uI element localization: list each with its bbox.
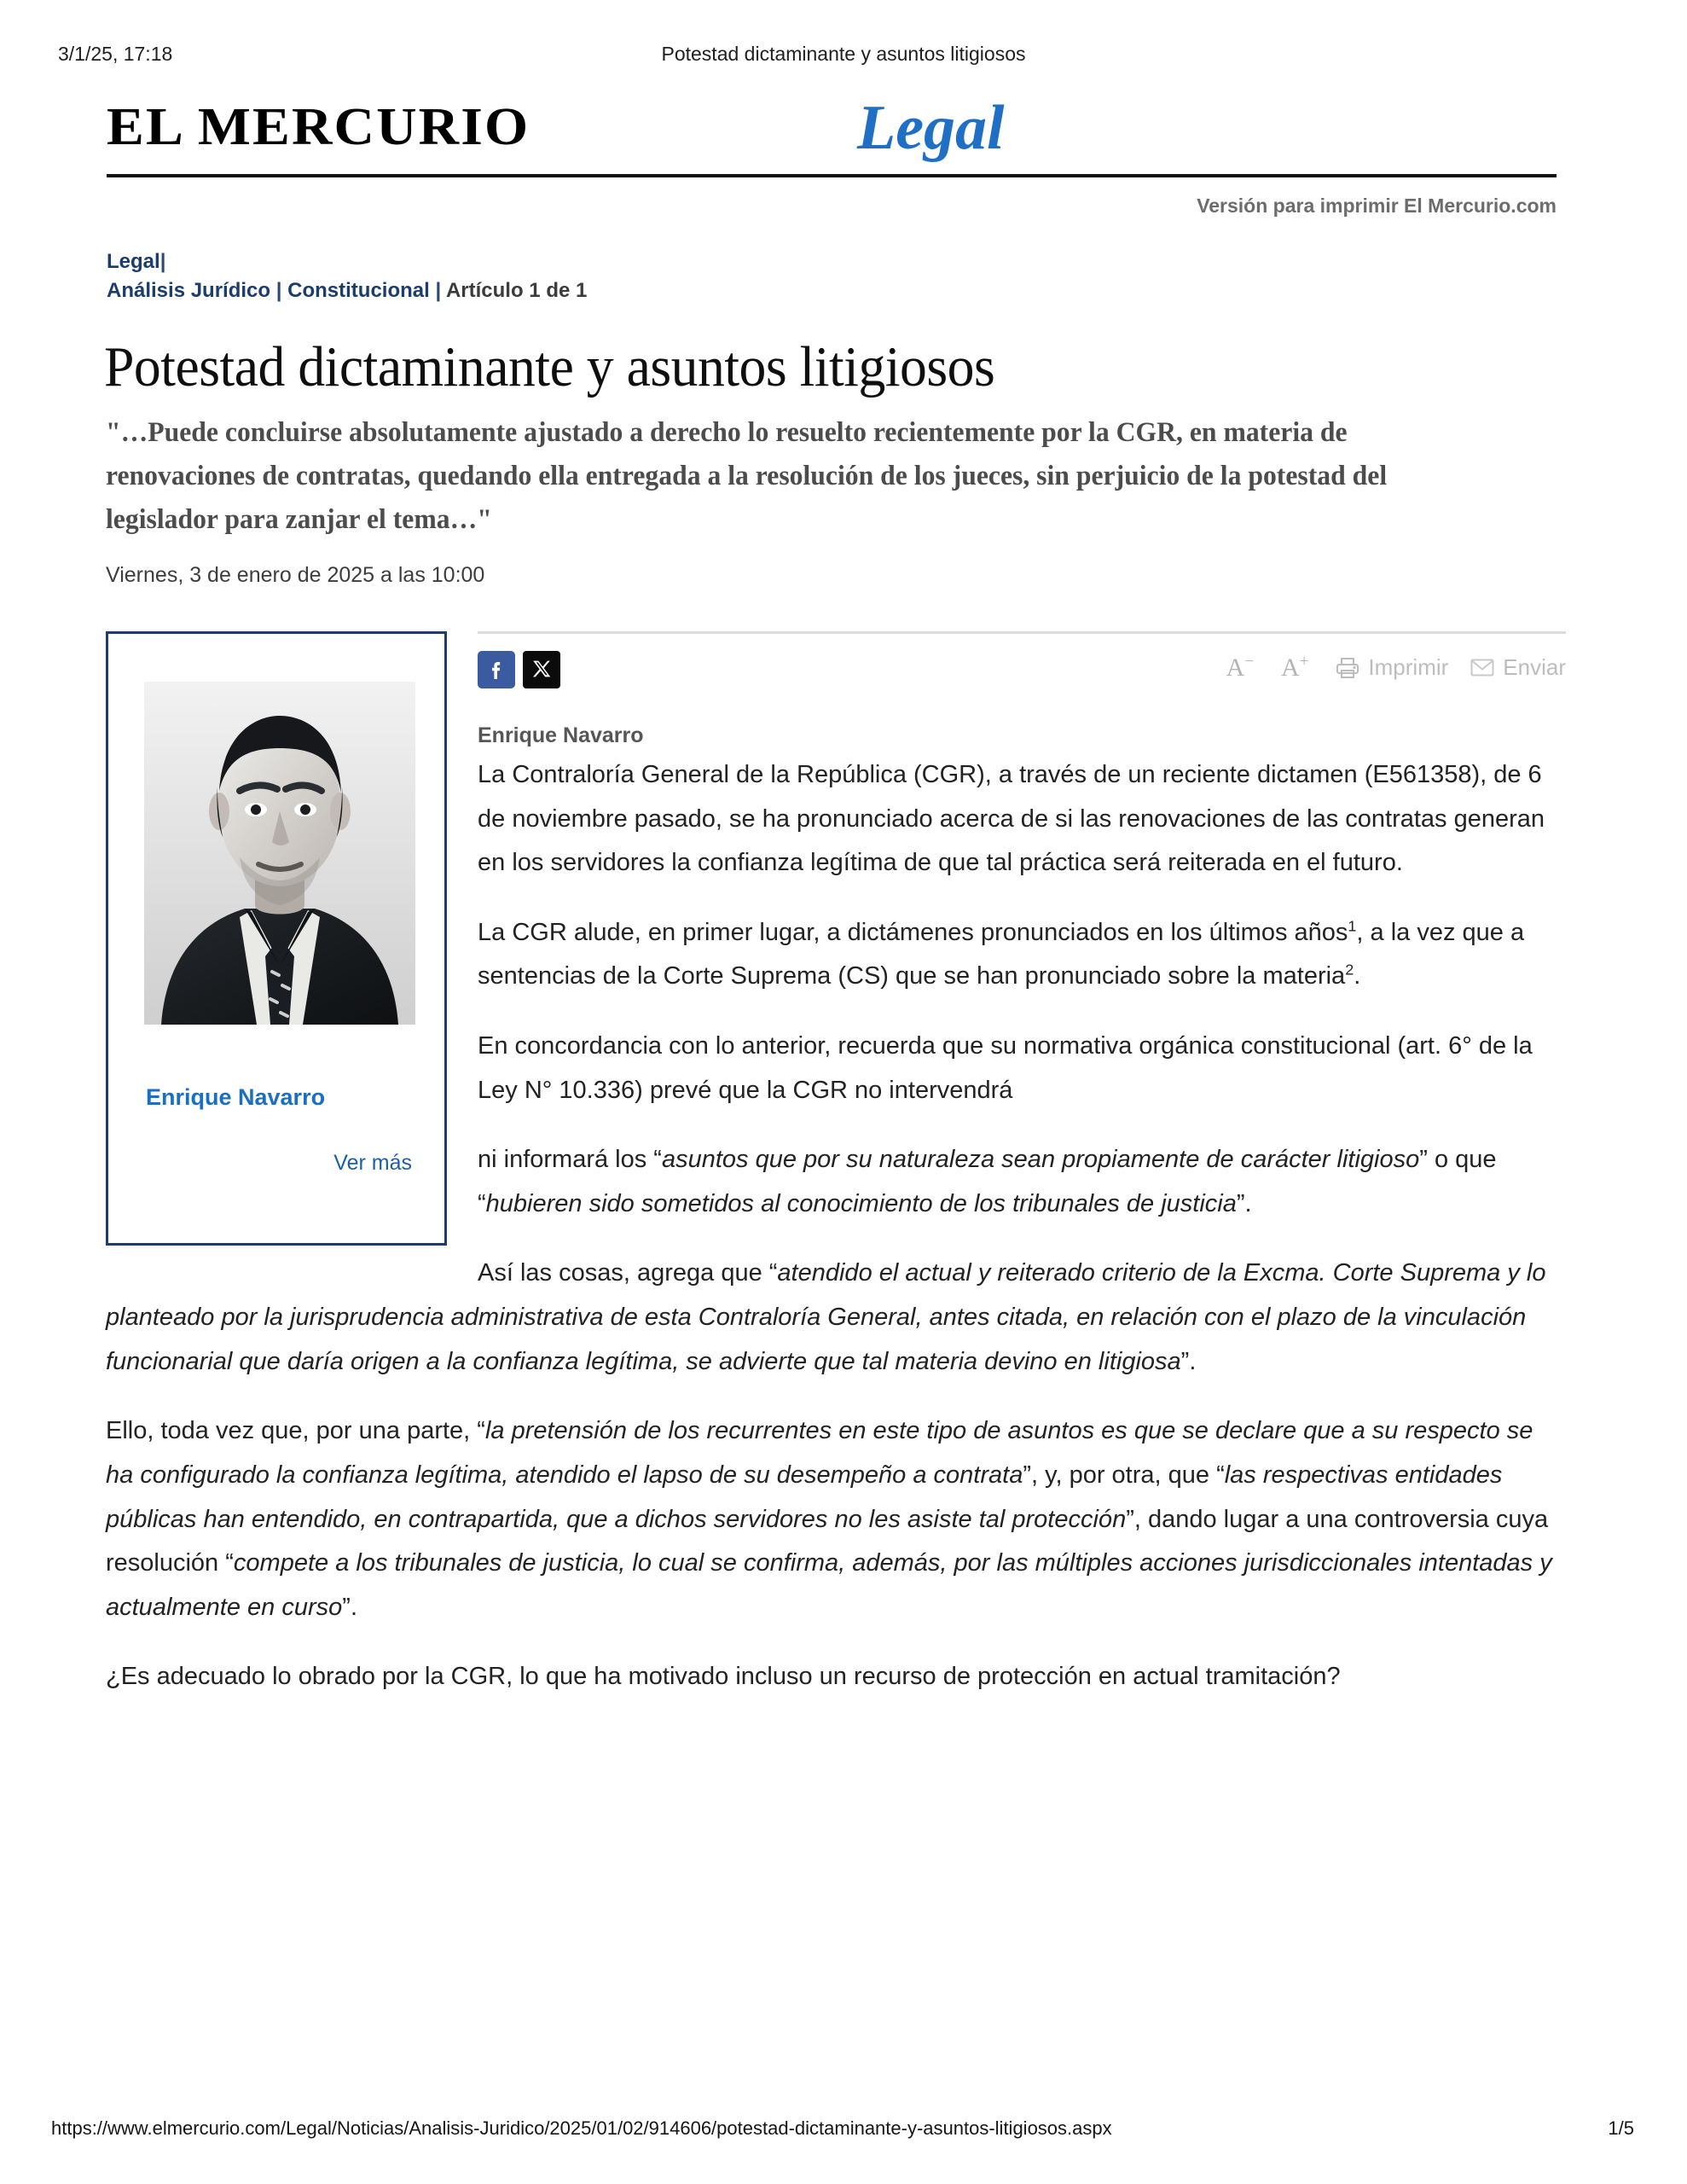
- brand-logo-legal: Legal: [857, 93, 1005, 163]
- article-lead: "…Puede concluirse absolutamente ajustado a derecho lo resuelto recientemente por la CGR, en materia de renovaciones de contratas, quedando ella entregada a la resolución de los jueces, sin perjuicio de la potestad del legislador para zanjar el tema…": [106, 417, 1388, 536]
- article-body: [106, 631, 1566, 1725]
- print-label: Imprimir: [1368, 654, 1449, 680]
- increase-font-size-button[interactable]: A+: [1281, 653, 1309, 682]
- breadcrumb-line-1: [107, 247, 587, 276]
- publish-date: Viernes, 3 de enero de 2025 a las 10:00: [106, 563, 485, 587]
- breadcrumb-line-2: [107, 276, 587, 305]
- print-timestamp: 3/1/25, 17:18: [58, 43, 173, 65]
- print-document-title: Potestad dictaminante y asuntos litigiosos: [661, 43, 1026, 65]
- author-name: Enrique Navarro: [146, 1084, 326, 1110]
- x-twitter-icon[interactable]: [523, 651, 560, 688]
- masthead-divider: [107, 174, 1557, 177]
- breadcrumb: [107, 247, 587, 305]
- author-see-more-link[interactable]: Ver más: [333, 1151, 412, 1175]
- page-title: Potestad dictaminante y asuntos litigiosos: [104, 334, 995, 398]
- send-label: Enviar: [1503, 654, 1566, 680]
- print-header: [0, 43, 1687, 66]
- breadcrumb-separator: |: [159, 250, 166, 273]
- breadcrumb-article-count: Artículo 1 de 1: [445, 279, 588, 303]
- breadcrumb-link-constitucional[interactable]: Constitucional: [287, 279, 430, 303]
- author-card: [106, 631, 447, 1246]
- article-tools-group: [1226, 653, 1566, 682]
- article-paragraph: Ello, toda vez que, por una parte, “la pretensión de los recurrentes en este tipo de asuntos es que se declare que a su respecto se ha configurado la confianza legítima, atendido el lapso de su desempeño a contrata”, y, por otra, que “las respectivas entidades públicas han entendido, en contrapartida, que a dichos servidores no les asiste tal protección”, dando lugar a una controversia cuya resolución “compete a los tribunales de justicia, lo cual se confirma, además, por las múltiples acciones jurisdiccionales intentadas y actualmente en curso”.: [106, 1417, 1552, 1621]
- footnote-marker: 1: [1348, 917, 1357, 935]
- breadcrumb-link-analisis-juridico[interactable]: Análisis Jurídico: [107, 279, 271, 303]
- print-button[interactable]: [1336, 654, 1448, 681]
- page-number: 1/5: [1608, 2117, 1634, 2139]
- envelope-icon: [1470, 659, 1494, 677]
- source-url: https://www.elmercurio.com/Legal/Noticias/Analisis-Juridico/2025/01/02/914606/potestad-dictaminante-y-asuntos-litigiosos.aspx: [51, 2117, 1112, 2139]
- footnote-marker: 2: [1345, 961, 1354, 979]
- print-version-note: Versión para imprimir El Mercurio.com: [1197, 195, 1557, 217]
- article-paragraph: Así las cosas, agrega que “atendido el actual y reiterado criterio de la Excma. Corte Suprema y lo planteado por la jurisprudencia administrativa de esta Contraloría General, antes citada, en relación con el plazo de la vinculación funcionarial que daría origen a la confianza legítima, se advierte que tal materia devino en litigiosa”.: [106, 1259, 1546, 1375]
- breadcrumb-separator-2: |: [275, 279, 282, 303]
- article-paragraph: En concordancia con lo anterior, recuerda que su normativa orgánica constitucional (art. 6° de la Ley N° 10.336) prevé que la CGR no intervendrá: [478, 1032, 1533, 1104]
- decrease-font-size-button[interactable]: A−: [1226, 653, 1255, 682]
- article-paragraph: ni informará los “asuntos que por su naturaleza sean propiamente de carácter litigioso” o que “hubieren sido sometidos al conocimiento de los tribunales de justicia”.: [478, 1146, 1497, 1217]
- send-button[interactable]: [1470, 654, 1566, 681]
- article-paragraph: ¿Es adecuado lo obrado por la CGR, lo que ha motivado incluso un recurso de protección en actual tramitación?: [106, 1663, 1341, 1691]
- breadcrumb-separator-3: |: [435, 279, 442, 303]
- article-paragraph: La Contraloría General de la República (CGR), a través de un reciente dictamen (E561358), de 6 de noviembre pasado, se ha pronunciado acerca de si las renovaciones de las contratas generan en los servidores la confianza legítima de que tal práctica será reiterada en el futuro.: [478, 761, 1545, 877]
- breadcrumb-link-legal[interactable]: Legal: [107, 250, 160, 273]
- author-portrait: [144, 682, 415, 1025]
- article-toolbar: [478, 631, 1566, 694]
- masthead: [107, 93, 1557, 176]
- article-byline: Enrique Navarro: [478, 723, 644, 747]
- printer-icon: [1336, 657, 1359, 679]
- social-share-group: [478, 651, 560, 688]
- brand-logo-el-mercurio: EL MERCURIO: [107, 98, 530, 156]
- article-paragraph: La CGR alude, en primer lugar, a dictámenes pronunciados en los últimos años$^1$, a la vez que a sentencias de la Corte Suprema (CS) que se han pronunciado sobre la materia$^2$.: [478, 917, 1525, 990]
- facebook-icon[interactable]: [478, 651, 515, 688]
